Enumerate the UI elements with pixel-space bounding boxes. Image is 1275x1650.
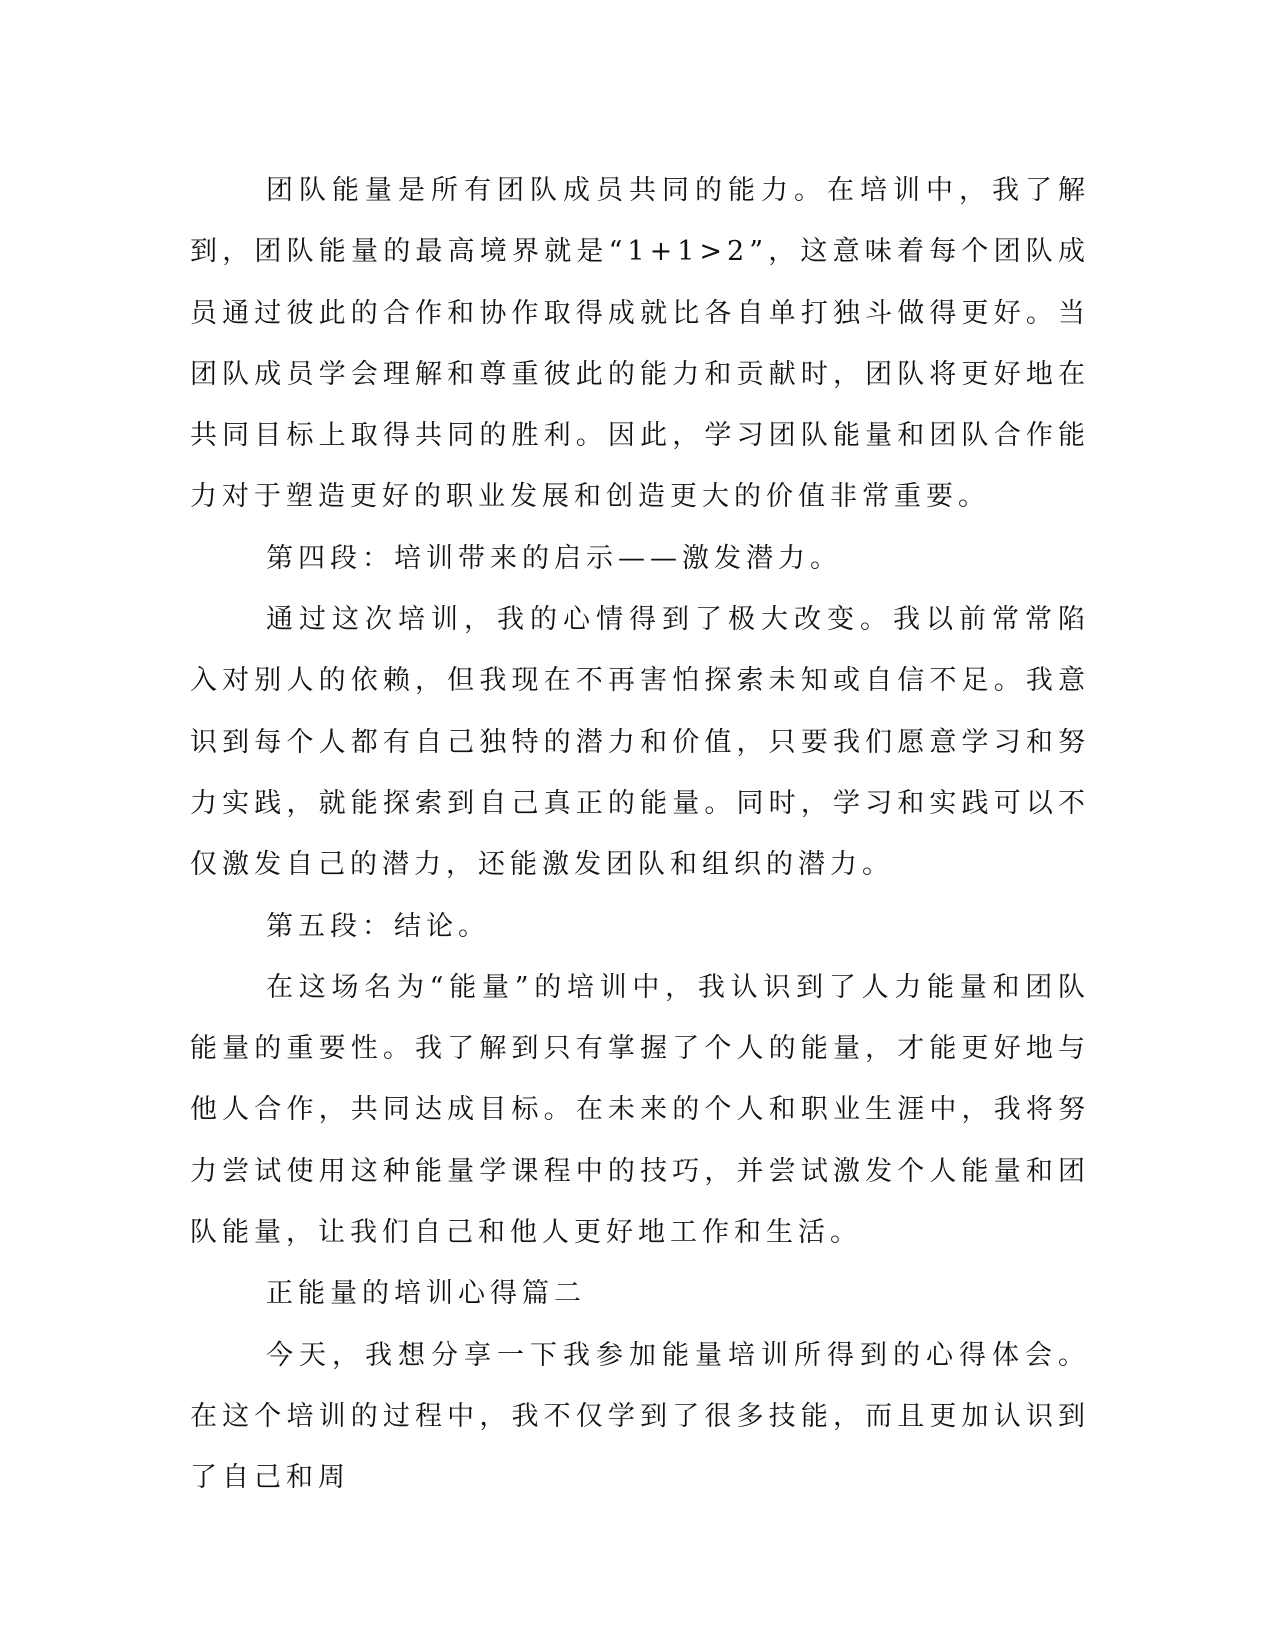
paragraph-conclusion: 在这场名为“能量”的培训中，我认识到了人力能量和团队能量的重要性。我了解到只有掌握了个人的能量，才能更好地与他人合作，共同达成目标。在未来的个人和职业生涯中，我将努力尝试使用这种能量学课程中的技巧，并尝试激发个人能量和团队能量，让我们自己和他人更好地工作和生活。	[190, 971, 1090, 1249]
paragraph-article-two-intro: 今天，我想分享一下我参加能量培训所得到的心得体会。在这个培训的过程中，我不仅学到了很多技能，而且更加认识到了自己和周	[190, 1339, 1090, 1494]
document-body	[190, 160, 1090, 1509]
paragraph-inspiration: 通过这次培训，我的心情得到了极大改变。我以前常常陷入对别人的依赖，但我现在不再害怕探索未知或自信不足。我意识到每个人都有自己独特的潜力和价值，只要我们愿意学习和努力实践，就能探索到自己真正的能量。同时，学习和实践可以不仅激发自己的潜力，还能激发团队和组织的潜力。	[190, 604, 1090, 881]
section-heading-five: 第五段：结论。	[266, 910, 490, 942]
article-title-two: 正能量的培训心得篇二	[266, 1278, 586, 1310]
paragraph-team-energy: 团队能量是所有团队成员共同的能力。在培训中，我了解到，团队能量的最高境界就是“1+1>2”，这意味着每个团队成员通过彼此的合作和协作取得成就比各自单打独斗做得更好。当团队成员学会理解和尊重彼此的能力和贡献时，团队将更好地在共同目标上取得共同的胜利。因此，学习团队能量和团队合作能力对于塑造更好的职业发展和创造更大的价值非常重要。	[190, 175, 1090, 513]
section-heading-four: 第四段：培训带来的启示——激发潜力。	[266, 542, 842, 574]
